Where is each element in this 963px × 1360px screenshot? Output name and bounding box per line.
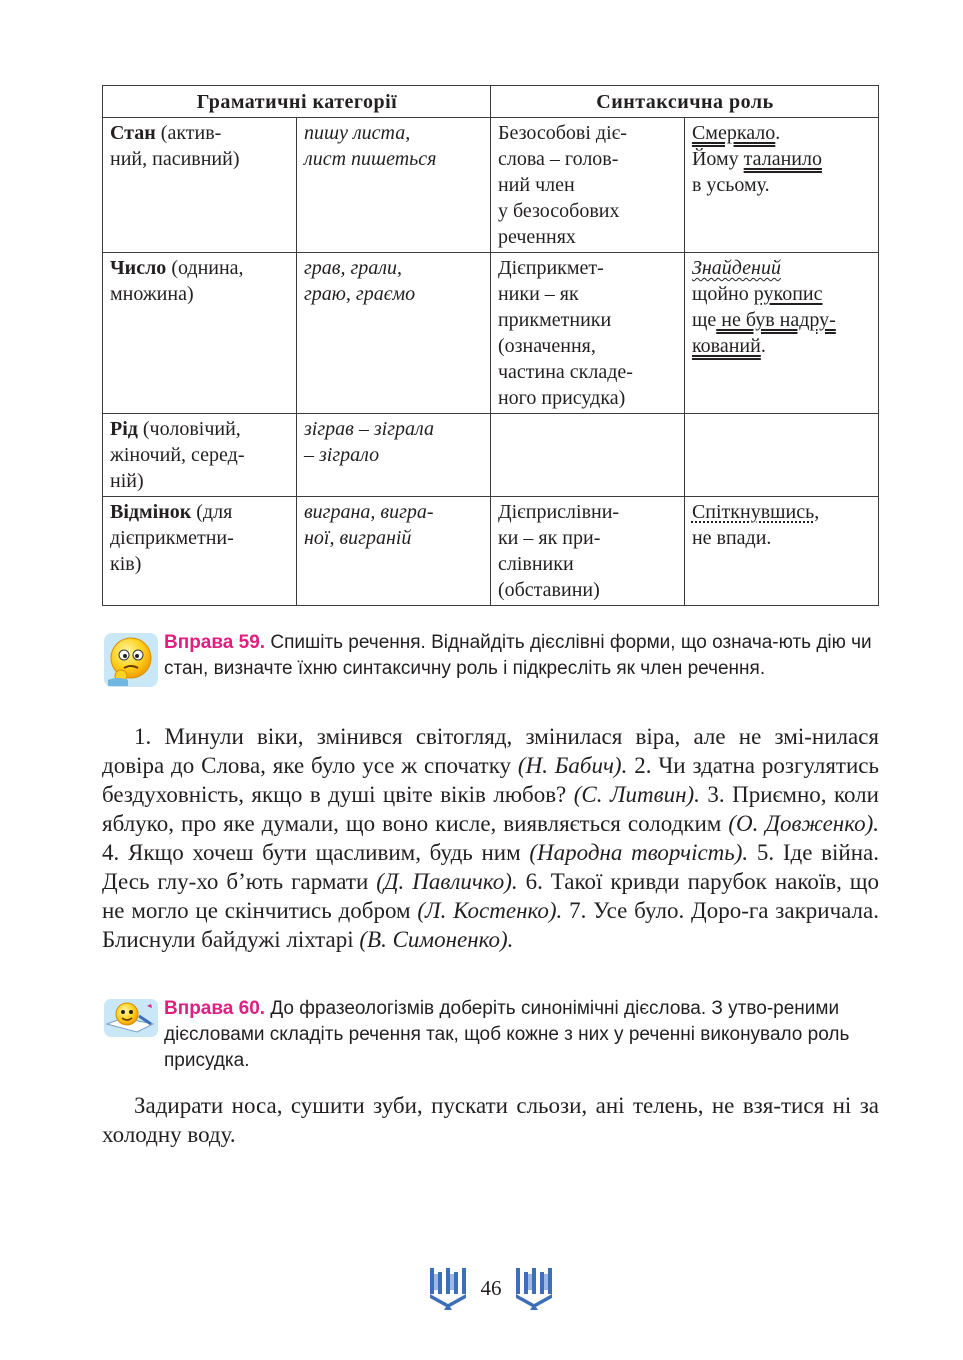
- sample-cell: [684, 414, 878, 497]
- author-citation: (Н. Бабич).: [517, 753, 628, 778]
- writing-smiley-icon: [103, 998, 159, 1038]
- embroidery-ornament-icon: [512, 1264, 556, 1314]
- table-row: [103, 253, 879, 414]
- exercise-60-paragraph: Задирати носа, сушити зуби, пускати сльози, ані телень, не взя-тися ні за холодну воду.: [102, 1093, 879, 1147]
- header-syntactic-role: Синтаксична роль: [490, 86, 878, 118]
- sample-attribute: Знайдений: [691, 257, 781, 279]
- examples-cell: пишу листа, лист пишеться: [296, 118, 490, 253]
- category-term: Відмінок: [110, 501, 192, 523]
- thinking-smiley-icon: [103, 632, 159, 688]
- sentence-text: 1. Минули віки, змінився світогляд, змінилася віра, але не змі-нилася довіра до Слова, яке було усе ж спочатку: [102, 724, 879, 778]
- page-number: 46: [480, 1276, 502, 1300]
- category-detail: (для дієприкметни- ків): [110, 501, 234, 575]
- table-row: [103, 118, 879, 253]
- role-cell: Дієприкмет- ники – як прикметники (означення, частина складе- ного присудка): [490, 253, 684, 414]
- role-cell: Дієприслівни- ки – як при- слівники (обставини): [490, 497, 684, 606]
- table-header-row: [103, 86, 879, 118]
- exercise-60-instruction: [164, 996, 880, 1074]
- exercise-59-paragraph: [102, 722, 879, 954]
- category-cell: [103, 253, 297, 414]
- category-cell: [103, 118, 297, 253]
- sample-text: , не впади.: [691, 501, 820, 549]
- exercise-60-phrases: [102, 1091, 879, 1149]
- author-citation: (В. Симоненко).: [359, 927, 514, 952]
- exercise-59-sentences: [102, 722, 879, 954]
- sample-cell: [684, 118, 878, 253]
- sentence-text: 7. Усе було. Доро-га закричала. Блиснули байдужі ліхтарі: [102, 898, 879, 952]
- grammar-table: [102, 85, 879, 606]
- category-detail: (однина, множина): [110, 257, 244, 305]
- examples-cell: виграна, вигра- ної, виграній: [296, 497, 490, 606]
- exercise-60-number: Вправа 60.: [164, 998, 266, 1019]
- category-term: Стан: [110, 122, 156, 144]
- exercise-59-instruction: [164, 630, 880, 682]
- sample-cell: [684, 253, 878, 414]
- category-detail: (чоловічий, жіночий, серед- ній): [110, 418, 245, 492]
- sentence-text: 3. Приємно, коли яблуко, про яке думали, що воно кисле, виявляється солодким: [102, 782, 879, 836]
- sentence-text: 4. Якщо хочеш бути щасливим, будь ним: [102, 840, 530, 865]
- sample-predicate: таланило: [743, 148, 822, 170]
- role-cell: [490, 414, 684, 497]
- sentence-text: 2. Чи здатна розгулятись бездуховність, якщо в душі цвіте віків любов?: [102, 753, 879, 807]
- page-footer: [426, 1264, 556, 1314]
- sample-predicate: Смеркало: [691, 122, 776, 144]
- exercise-59-text: Спишіть речення. Віднайдіть дієслівні форми, що означа-ють дію чи стан, визначте їхню синтаксичну роль і підкресліть як член речення.: [164, 632, 872, 679]
- sample-text: в усьому.: [691, 174, 770, 196]
- sample-predicate: не був надру- кований: [691, 309, 836, 357]
- sample-text: щойно: [691, 283, 749, 305]
- author-citation: (Л. Костенко).: [417, 898, 563, 923]
- sentence-text: 5. Іде війна. Десь глу-хо б’ють гармати: [102, 840, 879, 894]
- sample-cell: [684, 497, 878, 606]
- examples-cell: грав, грали, граю, граємо: [296, 253, 490, 414]
- sample-adverbial: Спіткнувшись: [691, 501, 815, 523]
- exercise-60-text: До фразеологізмів доберіть синонімічні дієслова. З утво-реними дієсловами складіть речення так, щоб кожне з них у реченні виконувало роль присудка.: [164, 998, 850, 1071]
- examples-cell: зіграв – зіграла – зіграло: [296, 414, 490, 497]
- sample-text: . Йому: [691, 122, 781, 170]
- category-term: Число: [110, 257, 167, 279]
- category-term: Рід: [110, 418, 138, 440]
- sentence-text: 6. Такої кривди парубок накоїв, що не могло це скінчитись добром: [102, 869, 880, 923]
- table-row: [103, 414, 879, 497]
- sample-subject: рукопис: [753, 283, 823, 305]
- sample-text: ще: [691, 309, 717, 331]
- header-grammatical-categories: Граматичні категорії: [103, 86, 491, 118]
- category-detail: (актив- ний, пасивний): [110, 122, 240, 170]
- exercise-59-number: Вправа 59.: [164, 632, 266, 653]
- table-row: [103, 497, 879, 606]
- author-citation: (Народна творчість).: [529, 840, 749, 865]
- category-cell: [103, 414, 297, 497]
- author-citation: (Д. Павличко).: [376, 869, 518, 894]
- author-citation: (О. Довженко).: [728, 811, 879, 836]
- category-cell: [103, 497, 297, 606]
- role-cell: Безособові діє- слова – голов- ний член у безособових реченнях: [490, 118, 684, 253]
- author-citation: (С. Литвин).: [573, 782, 700, 807]
- sample-text: .: [760, 335, 766, 357]
